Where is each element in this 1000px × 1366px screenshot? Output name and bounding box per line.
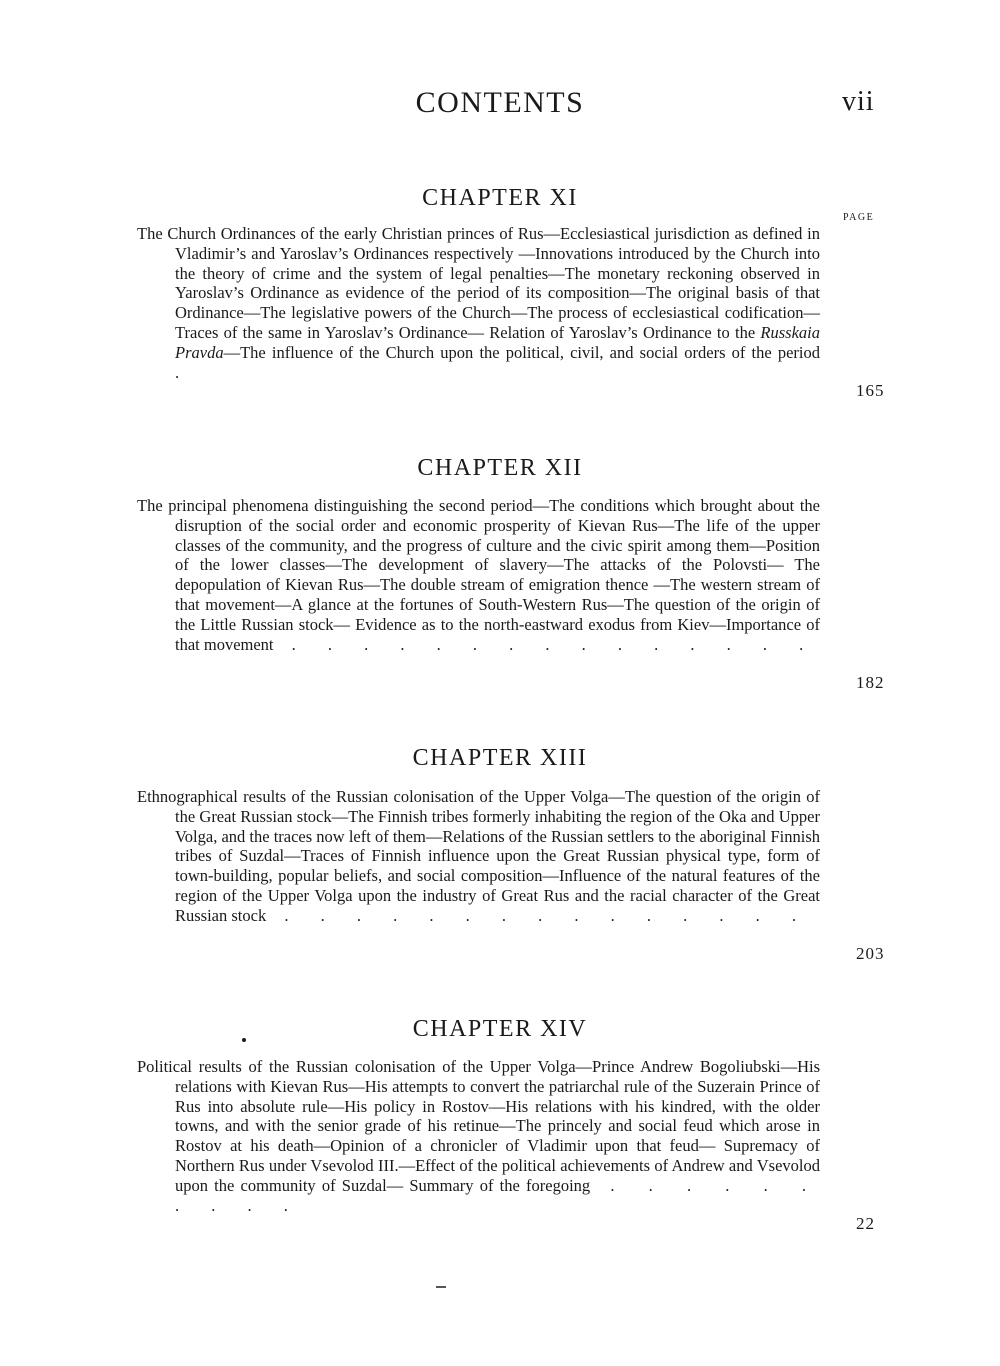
chapter-heading: CHAPTER XII	[417, 455, 583, 481]
running-title: CONTENTS	[415, 86, 585, 119]
chapter-heading: CHAPTER XIV	[412, 1016, 588, 1042]
summary-italic-title: Russkaia Pravda	[175, 322, 820, 362]
chapter-page-number: 182	[856, 673, 885, 692]
chapter-heading: CHAPTER XI	[422, 185, 578, 211]
chapter-page-number: 22	[856, 1214, 875, 1233]
chapter-summary	[137, 787, 820, 926]
chapter-summary	[137, 224, 820, 382]
chapter-page-number: 203	[856, 944, 885, 963]
summary-text: —The influence of the Church upon the political, civil, and social orders of the period	[223, 342, 820, 362]
dot-leader: . . . . . . . . . . . . . . .	[266, 905, 810, 925]
header-page-number: vii	[842, 86, 875, 117]
chapter-heading: CHAPTER XIII	[412, 745, 588, 771]
print-mark	[436, 1286, 446, 1288]
dot-leader: . . . . . . . . . .	[175, 1175, 821, 1215]
summary-text: Ethnographical results of the Russian colonisation of the Upper Volga—The question of the origin of the Great Russian stock—The Finnish tribes formerly inhabiting the region of the Oka and Upper Volga, and the traces now left of them—Relations of the Russian settlers to the aboriginal Finnish tribes of Suzdal—Traces of Finnish influence upon the Great Russian physical type, form of town-building, popular beliefs, and social composition—Influence of the natural features of the region of the Upper Volga upon the industry of Great Rus and the racial character of the Great Russian stock	[137, 787, 820, 925]
print-speck	[242, 1038, 246, 1042]
chapter-summary	[137, 496, 820, 654]
page-column-label: PAGE	[843, 212, 875, 223]
chapter-summary	[137, 1057, 820, 1215]
dot-leader: .	[175, 362, 194, 382]
chapter-page-number: 165	[856, 381, 885, 400]
dot-leader: . . . . . . . . . . . . . . .	[273, 634, 818, 654]
summary-text: Political results of the Russian colonisation of the Upper Volga—Prince Andrew Bogoliubski—His relations with Kievan Rus—His attempts to convert the patriarchal rule of the Suzerain Prince of Rus into absolute rule—His policy in Rostov—His relations with his kindred, with the older towns, and with the senior grade of his retinue—The princely and social feud which arose in Rostov at his death—Opinion of a chronicler of Vladimir upon that feud— Supremacy of Northern Rus under Vsevolod III.—Effect of the political achievements of Andrew and Vsevolod upon the community of Suzdal— Summary of the foregoing	[137, 1057, 820, 1195]
page-header	[0, 86, 1000, 126]
summary-text: The Church Ordinances of the early Christian princes of Rus—Ecclesiastical jurisdiction as defined in Vladimir’s and Yaroslav’s Ordinances respectively —Innovations introduced by the Church into the theory of crime and the system of legal penalties—The monetary reckoning observed in Yaroslav’s Ordinance as evidence of the period of its composition—The original basis of that Ordinance—The legislative powers of the Church—The process of ecclesiastical codification—Traces of the same in Yaroslav’s Ordinance— Relation of Yaroslav’s Ordinance to the	[137, 224, 820, 342]
summary-text: The principal phenomena distinguishing the second period—The conditions which brought about the disruption of the social order and economic prosperity of Kievan Rus—The life of the upper classes of the community, and the progress of culture and the civic spirit among them—Position of the lower classes—The development of slavery—The attacks of the Polovsti— The depopulation of Kievan Rus—The double stream of emigration thence —The western stream of that movement—A glance at the fortunes of South-Western Rus—The question of the origin of the Little Russian stock— Evidence as to the north-eastward exodus from Kiev—Importance of that movement	[137, 496, 820, 654]
